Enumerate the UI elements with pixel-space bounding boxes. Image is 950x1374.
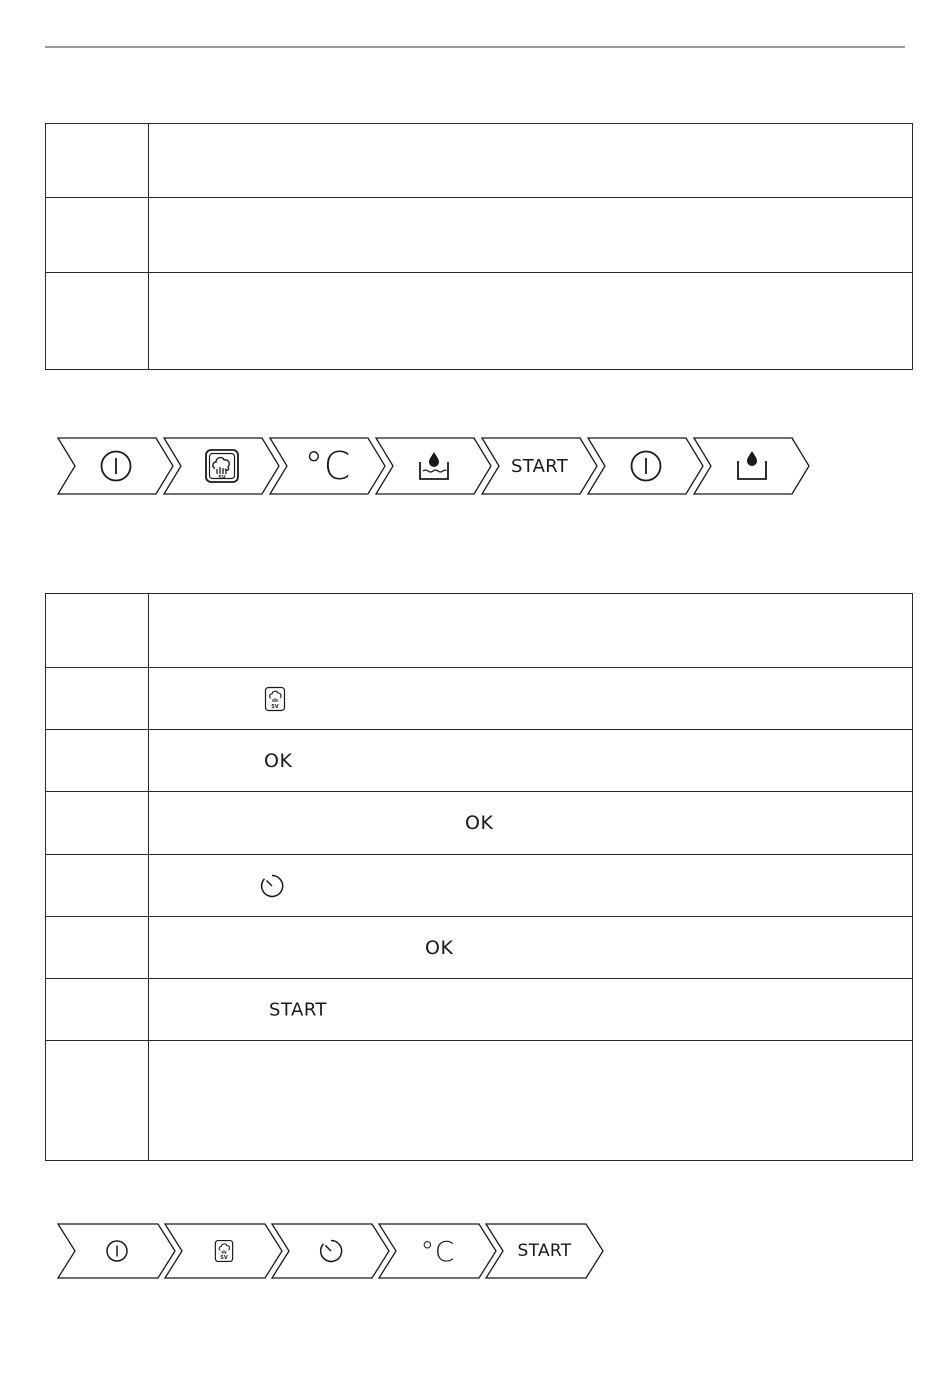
- steam-sv-icon: [214, 1239, 234, 1263]
- step-text-cell: [149, 979, 913, 1041]
- table-row: [46, 855, 913, 917]
- power-icon: [629, 449, 663, 483]
- table-row: [46, 124, 913, 198]
- start-label: START: [517, 1241, 572, 1261]
- step-number-cell: [46, 1041, 149, 1161]
- timer-icon: [259, 873, 285, 899]
- step-text-cell: [149, 1041, 913, 1161]
- step-text-cell: [149, 917, 913, 979]
- table-row: [46, 1041, 913, 1161]
- table-row: [46, 198, 913, 273]
- step-text-cell: [149, 792, 913, 855]
- table-row: [46, 792, 913, 855]
- step-number-cell: [46, 198, 149, 273]
- table-row: [46, 917, 913, 979]
- water-fill-icon: [416, 448, 452, 484]
- step-text-cell: [149, 594, 913, 668]
- step-text-cell: [149, 668, 913, 730]
- table-row: [46, 730, 913, 792]
- start-label: START: [510, 455, 569, 477]
- step-text-cell: [149, 730, 913, 792]
- step-number-cell: [46, 273, 149, 370]
- step-number-cell: [46, 594, 149, 668]
- steps-table-1: [45, 123, 913, 370]
- table-row: [46, 273, 913, 370]
- step-number-cell: [46, 855, 149, 917]
- start-button-label: START: [269, 999, 328, 1020]
- timer-icon: [318, 1238, 344, 1264]
- step-text-cell: [149, 273, 913, 370]
- ok-button-label: OK: [465, 812, 494, 834]
- step-number-cell: [46, 730, 149, 792]
- step-text-cell: [149, 124, 913, 198]
- steam-sv-icon: [204, 448, 240, 484]
- water-drain-icon: [734, 448, 770, 484]
- table-row: [46, 594, 913, 668]
- ok-button-label: OK: [425, 936, 454, 959]
- svg-text:SV: SV: [271, 703, 279, 710]
- step-number-cell: [46, 668, 149, 730]
- table-row: [46, 668, 913, 730]
- step-text-cell: [149, 198, 913, 273]
- step-text-cell: [149, 855, 913, 917]
- svg-text:SV: SV: [219, 1255, 228, 1262]
- power-icon: [99, 449, 133, 483]
- celsius-icon: °C: [420, 1234, 455, 1268]
- step-number-cell: [46, 124, 149, 198]
- steps-table-2: [45, 593, 913, 1161]
- celsius-icon: °C: [304, 444, 351, 488]
- power-icon: [105, 1239, 129, 1263]
- step-number-cell: [46, 792, 149, 855]
- step-number-cell: [46, 979, 149, 1041]
- steam-sv-icon: [264, 686, 286, 712]
- svg-text:SV: SV: [217, 475, 226, 481]
- header-rule: [45, 46, 905, 48]
- step-number-cell: [46, 917, 149, 979]
- ok-button-label: OK: [264, 749, 293, 772]
- table-row: [46, 979, 913, 1041]
